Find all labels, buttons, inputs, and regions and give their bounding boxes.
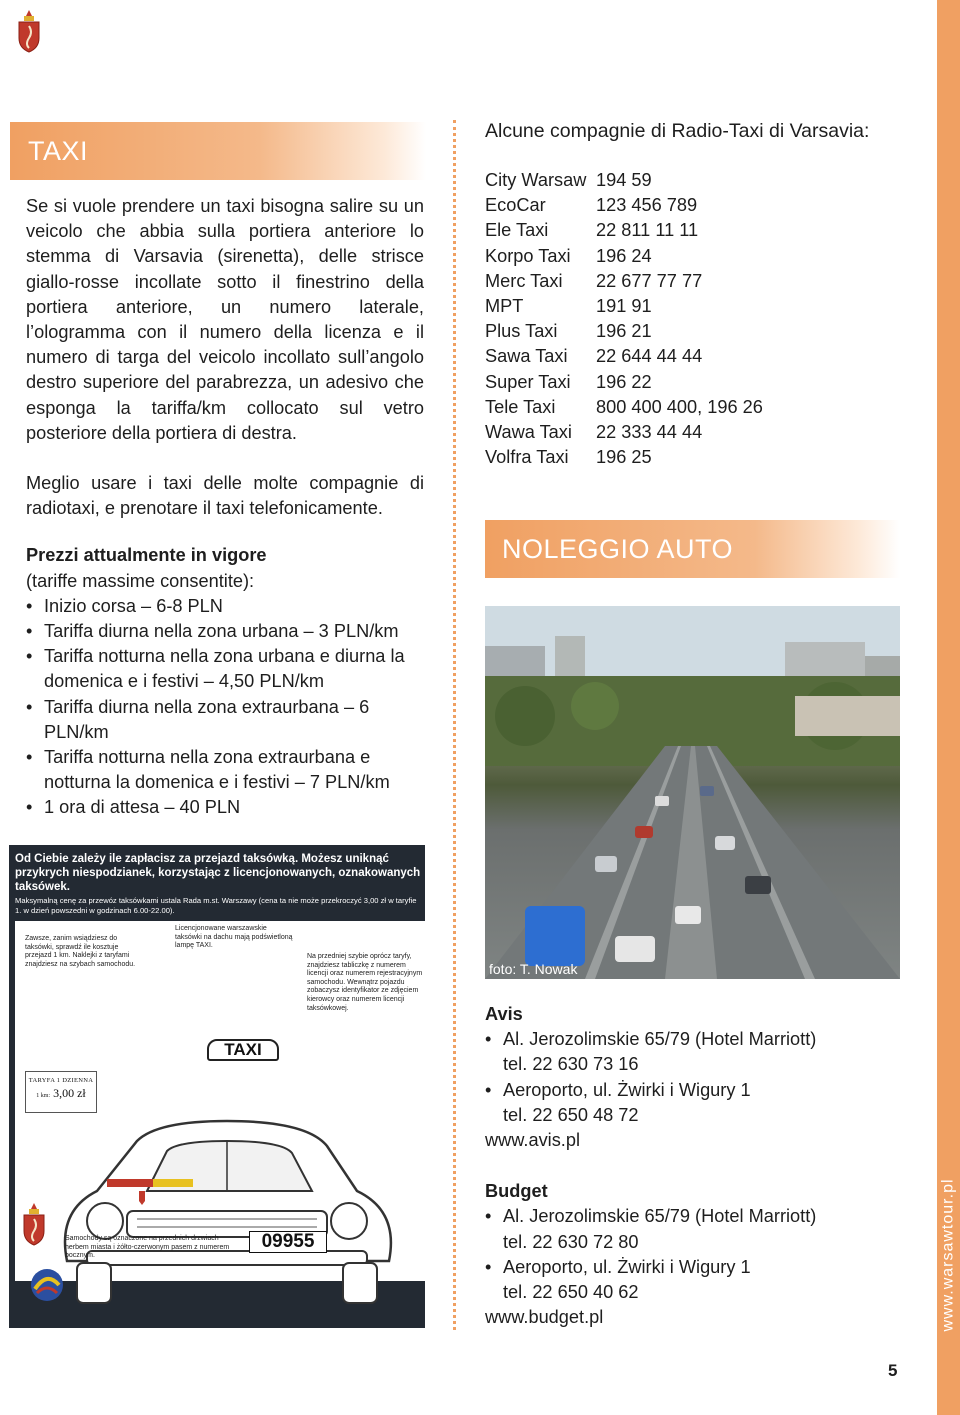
avis-location bbox=[485, 1027, 925, 1077]
company-row bbox=[485, 319, 925, 344]
taxi-roof-sign: TAXI bbox=[207, 1039, 279, 1061]
side-url-text: www.warsawtour.pl bbox=[939, 1178, 957, 1332]
avis-phone: tel. 22 650 48 72 bbox=[503, 1104, 639, 1125]
tariff-sticker-label: TARYFA 1 DZIENNA bbox=[28, 1077, 94, 1084]
company-row bbox=[485, 193, 925, 218]
price-item: • Tariffa diurna nella zona urbana – 3 PLN/km bbox=[26, 619, 424, 644]
taxi-paragraph-2: Meglio usare i taxi delle molte compagnie di radiotaxi, e prenotare il taxi telefonicamente. bbox=[26, 473, 424, 519]
poster-note-tariff: Zawsze, zanim wsiądziesz do taksówki, sprawdź ile kosztuje przejazd 1 km. Naklejki z taryfami znajdziesz na szybach samochodu. bbox=[25, 935, 136, 968]
taxi-paragraph-1: Se si vuole prendere un taxi bisogna salire su un veicolo che abbia sulla portiera anteriore lo stemma di Varsavia (sirenetta), delle strisce giallo-rosse incollate sotto il finestrino della portiera anteriore, un numero laterale, l’ologramma con il numero della licenza e il numero di targa del veicolo incollato sull’angolo destro superiore del parabrezza, un adesivo che esponga la tariffa/km collocato sul vetro posteriore della portiera di destra. bbox=[26, 196, 424, 443]
price-item: • 1 ora di attesa – 40 PLN bbox=[26, 795, 424, 820]
company-name: MPT bbox=[485, 296, 524, 317]
budget-locations bbox=[485, 1204, 925, 1305]
avis-website-link[interactable]: www.avis.pl bbox=[485, 1130, 581, 1151]
company-name: Super Taxi bbox=[485, 371, 571, 392]
side-url bbox=[937, 1180, 960, 1330]
company-row bbox=[485, 244, 925, 269]
company-list bbox=[485, 168, 925, 470]
avis-name: Avis bbox=[485, 1004, 523, 1024]
tariff-sticker-value-row bbox=[26, 1086, 96, 1101]
poster-note-windshield: Na przedniej szybie oprócz taryfy, znajdziesz tabliczkę z numerem licencji oraz numerem rejestracyjnym samochodu. Wewnątrz pojazdu zobaczysz identyfikator ze zdjęciem kierowcy oraz numerem licencji taksówkowej. bbox=[307, 953, 423, 1012]
avis-locations bbox=[485, 1027, 925, 1128]
company-name: Tele Taxi bbox=[485, 396, 556, 417]
radio-taxi-section bbox=[485, 118, 925, 470]
company-phone: 194 59 bbox=[596, 170, 652, 190]
taxi-side-number: 09955 bbox=[249, 1231, 327, 1253]
tariff-sticker-value: 3,00 zł bbox=[53, 1086, 86, 1100]
highway-illustration bbox=[485, 606, 900, 979]
rental-heading-band bbox=[485, 520, 900, 578]
company-phone: 22 644 44 44 bbox=[596, 346, 703, 367]
company-row bbox=[485, 294, 925, 319]
poster-headline: Od Ciebie zależy ile zapłacisz za przejazd taksówką. Możesz uniknąć przykrych niespodzianek, korzystając z licencjonowanych, oznakowanych taksówek. bbox=[15, 853, 421, 893]
avis-location bbox=[485, 1078, 925, 1128]
company-name: Sawa Taxi bbox=[485, 346, 568, 367]
taxi-heading-band bbox=[10, 122, 426, 180]
warsaw-coat-of-arms-icon bbox=[16, 8, 42, 54]
prices-list bbox=[26, 594, 424, 821]
company-row bbox=[485, 420, 925, 445]
taxi-body bbox=[10, 194, 426, 821]
company-phone: 22 677 77 77 bbox=[596, 270, 703, 291]
company-row bbox=[485, 218, 925, 243]
budget-block bbox=[485, 1179, 925, 1330]
photo-credit: foto: T. Nowak bbox=[489, 961, 578, 977]
company-name: Plus Taxi bbox=[485, 321, 558, 342]
company-phone: 800 400 400, 196 26 bbox=[596, 396, 763, 417]
tariff-sticker bbox=[25, 1071, 97, 1113]
taxi-info-poster bbox=[9, 845, 425, 1328]
company-name: Wawa Taxi bbox=[485, 422, 572, 443]
company-row bbox=[485, 395, 925, 420]
price-item: • Inizio corsa – 6-8 PLN bbox=[26, 594, 424, 619]
company-name: Korpo Taxi bbox=[485, 245, 571, 266]
price-item: • Tariffa notturna nella zona extraurbana e notturna la domenica e i festivi – 7 PLN/km bbox=[26, 745, 424, 795]
column-divider bbox=[453, 120, 456, 1330]
price-item: • Tariffa notturna nella zona urbana e diurna la domenica e i festivi – 4,50 PLN/km bbox=[26, 644, 424, 694]
budget-location bbox=[485, 1255, 925, 1305]
company-name: Ele Taxi bbox=[485, 220, 549, 241]
page-number: 5 bbox=[888, 1361, 898, 1380]
radio-taxi-title: Alcune compagnie di Radio-Taxi di Varsavia: bbox=[485, 120, 870, 142]
poster-note-roof-sign: Licencjonowane warszawskie taksówki na dachu mają podświetloną lampę TAXI. bbox=[175, 925, 293, 950]
company-name: Merc Taxi bbox=[485, 270, 563, 291]
budget-website-link[interactable]: www.budget.pl bbox=[485, 1307, 604, 1328]
budget-location bbox=[485, 1204, 925, 1254]
poster-subline: Maksymalną cenę za przewóz taksówkami ustala Rada m.st. Warszawy (cena ta nie może przekroczyć 3,00 zł w taryfie 1. w dzień powszedni w godzinach 6.00-22.00). bbox=[15, 896, 417, 915]
prices-subheading: (tariffe massime consentite): bbox=[26, 570, 255, 591]
company-row bbox=[485, 445, 925, 470]
avis-address: Aeroporto, ul. Żwirki i Wigury 1 bbox=[503, 1079, 751, 1100]
budget-address: Aeroporto, ul. Żwirki i Wigury 1 bbox=[503, 1256, 751, 1277]
company-phone: 196 25 bbox=[596, 447, 652, 468]
company-name: City Warsaw bbox=[485, 170, 587, 190]
company-row bbox=[485, 269, 925, 294]
avis-address: Al. Jerozolimskie 65/79 (Hotel Marriott) bbox=[503, 1029, 817, 1050]
budget-phone: tel. 22 630 72 80 bbox=[503, 1231, 639, 1252]
company-phone: 196 24 bbox=[596, 245, 652, 266]
avis-phone: tel. 22 630 73 16 bbox=[503, 1054, 639, 1075]
company-row bbox=[485, 370, 925, 395]
poster-coat-of-arms-icon bbox=[21, 1201, 47, 1247]
tariff-sticker-unit: 1 km: bbox=[36, 1093, 51, 1099]
company-phone: 196 21 bbox=[596, 321, 652, 342]
city-logo-icon bbox=[27, 1265, 67, 1305]
poster-note-door-markings: Samochody są oznaczone na przednich drzwiach herbem miasta i żółto-czerwonym pasem z numerem bocznym. bbox=[65, 1235, 230, 1260]
company-row bbox=[485, 168, 925, 193]
rental-title: NOLEGGIO AUTO bbox=[502, 533, 734, 564]
taxi-section bbox=[10, 122, 426, 821]
company-phone: 196 22 bbox=[596, 371, 652, 392]
company-name: EcoCar bbox=[485, 195, 546, 216]
budget-name: Budget bbox=[485, 1181, 548, 1202]
price-item: • Tariffa diurna nella zona extraurbana – 6 PLN/km bbox=[26, 695, 424, 745]
company-phone: 22 811 11 11 bbox=[596, 220, 699, 241]
avis-block bbox=[485, 1002, 925, 1153]
highway-photo bbox=[485, 606, 900, 979]
budget-address: Al. Jerozolimskie 65/79 (Hotel Marriott) bbox=[503, 1206, 817, 1227]
budget-phone: tel. 22 650 40 62 bbox=[503, 1282, 639, 1303]
company-phone: 22 333 44 44 bbox=[596, 422, 703, 443]
rental-list bbox=[485, 1002, 925, 1330]
prices-heading: Prezzi attualmente in vigore bbox=[26, 545, 267, 566]
company-name: Volfra Taxi bbox=[485, 447, 569, 468]
company-phone: 123 456 789 bbox=[596, 195, 698, 216]
taxi-title: TAXI bbox=[28, 135, 89, 166]
company-phone: 191 91 bbox=[596, 296, 652, 317]
company-row bbox=[485, 344, 925, 369]
